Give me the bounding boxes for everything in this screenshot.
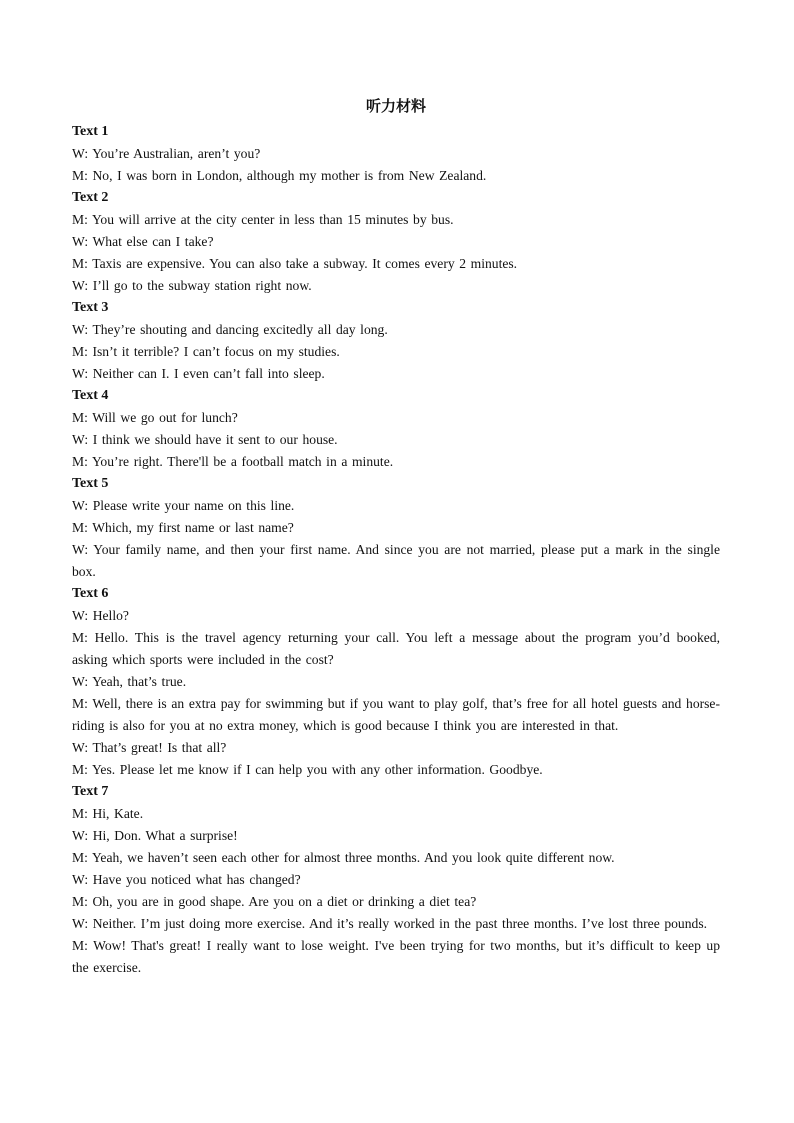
dialogue-line: M: You’re right. There'll be a football match in a minute. — [72, 454, 394, 469]
section-heading: Text 6 — [72, 586, 109, 601]
dialogue-line: M: Yeah, we haven’t seen each other for almost three months. And you look quite different now. — [72, 850, 615, 865]
dialogue-line: W: Please write your name on this line. — [72, 498, 295, 513]
transcript-section — [72, 187, 720, 297]
dialogue-line: M: Hello. This is the travel agency returning your call. You left a message about the program you’d booked, asking which sports were included in the cost? — [72, 630, 720, 667]
dialogue-line: M: Wow! That's great! I really want to lose weight. I've been trying for two months, but it’s difficult to keep up the exercise. — [72, 938, 720, 975]
section-heading: Text 5 — [72, 476, 109, 491]
dialogue-line: W: Hi, Don. What a surprise! — [72, 828, 238, 843]
section-heading: Text 1 — [72, 124, 109, 139]
dialogue-line: W: That’s great! Is that all? — [72, 740, 227, 755]
transcript-section — [72, 781, 720, 979]
dialogue-line: M: Taxis are expensive. You can also take a subway. It comes every 2 minutes. — [72, 256, 518, 271]
section-heading: Text 7 — [72, 784, 109, 799]
document-page — [72, 95, 720, 979]
dialogue-line: M: You will arrive at the city center in less than 15 minutes by bus. — [72, 212, 454, 227]
dialogue-line: W: You’re Australian, aren’t you? — [72, 146, 261, 161]
dialogue-line: M: No, I was born in London, although my mother is from New Zealand. — [72, 168, 487, 183]
dialogue-line: W: They’re shouting and dancing excitedly all day long. — [72, 322, 388, 337]
dialogue-line: M: Which, my first name or last name? — [72, 520, 294, 535]
dialogue-line: M: Yes. Please let me know if I can help you with any other information. Goodbye. — [72, 762, 543, 777]
transcript-body — [72, 121, 720, 979]
dialogue-line: M: Oh, you are in good shape. Are you on a diet or drinking a diet tea? — [72, 894, 477, 909]
section-heading: Text 2 — [72, 190, 109, 205]
dialogue-line: W: Have you noticed what has changed? — [72, 872, 301, 887]
dialogue-line: W: I’ll go to the subway station right now. — [72, 278, 312, 293]
section-heading: Text 3 — [72, 300, 109, 315]
dialogue-line: M: Hi, Kate. — [72, 806, 144, 821]
dialogue-line: W: Hello? — [72, 608, 129, 623]
dialogue-line: M: Will we go out for lunch? — [72, 410, 238, 425]
transcript-section — [72, 473, 720, 583]
dialogue-line: W: Yeah, that’s true. — [72, 674, 187, 689]
dialogue-line: W: Neither can I. I even can’t fall into sleep. — [72, 366, 325, 381]
dialogue-line: W: What else can I take? — [72, 234, 214, 249]
section-heading: Text 4 — [72, 388, 109, 403]
transcript-section — [72, 583, 720, 781]
transcript-section — [72, 385, 720, 473]
transcript-section — [72, 121, 720, 187]
dialogue-line: W: I think we should have it sent to our house. — [72, 432, 338, 447]
transcript-section — [72, 297, 720, 385]
page-title: 听力材料 — [365, 97, 426, 115]
dialogue-line: M: Well, there is an extra pay for swimming but if you want to play golf, that’s free for all hotel guests and horse-riding is also for you at no extra money, which is good because I think you are interested in that. — [72, 696, 720, 733]
dialogue-line: W: Your family name, and then your first name. And since you are not married, please put a mark in the single box. — [72, 542, 720, 579]
dialogue-line: M: Isn’t it terrible? I can’t focus on my studies. — [72, 344, 340, 359]
dialogue-line: W: Neither. I’m just doing more exercise. And it’s really worked in the past three months. I’ve lost three pounds. — [72, 916, 708, 931]
